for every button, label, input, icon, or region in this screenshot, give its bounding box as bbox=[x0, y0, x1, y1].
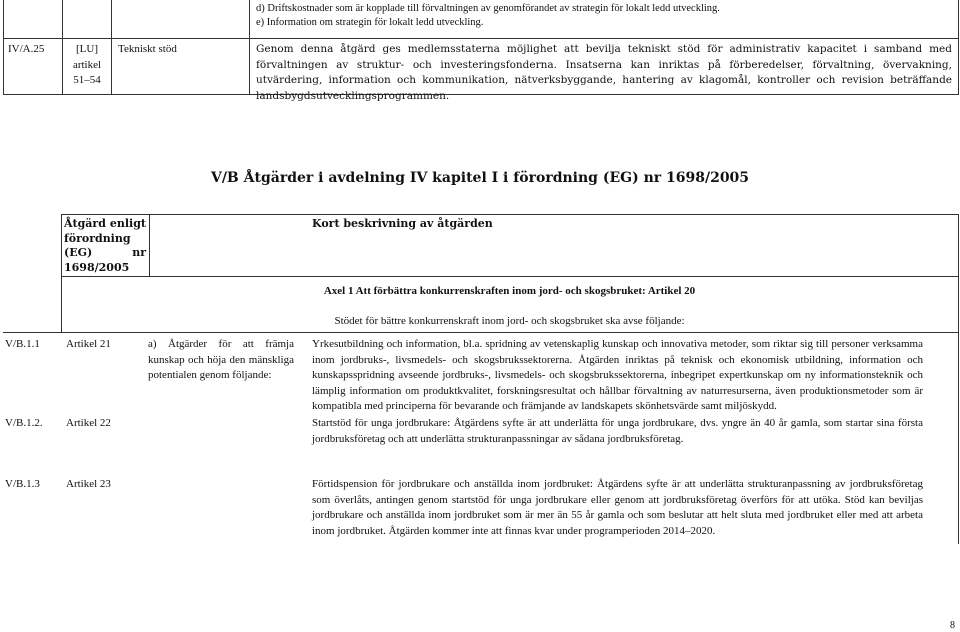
top-table-rule bbox=[3, 38, 959, 39]
legal-basis-line: artikel bbox=[72, 58, 102, 71]
continued-item-e: e) Information om strategin för lokalt ledd utveckling. bbox=[256, 17, 484, 28]
legal-basis bbox=[64, 42, 110, 89]
table-rule bbox=[149, 214, 150, 276]
legal-basis-line: 51–54 bbox=[73, 74, 101, 86]
row-measure: a) Åtgärder för att främja kunskap och höja den mänskliga potentialen genom följande: bbox=[148, 338, 294, 381]
row-code: V/B.1.3 bbox=[5, 478, 40, 490]
axis-title: Axel 1 Att förbättra konkurrenskraften inom jord- och skogsbruket: Artikel 20 bbox=[323, 285, 696, 297]
top-table-rule bbox=[958, 0, 959, 95]
measure-name: Tekniskt stöd bbox=[118, 43, 177, 55]
table-rule bbox=[61, 214, 958, 215]
row-code: V/B.1.2. bbox=[5, 417, 43, 429]
top-table-rule bbox=[249, 0, 250, 95]
row-description: Förtidspension för jordbrukare och anställda inom jordbruket: Åtgärdens syfte är att underlätta strukturanpassning av jordbruksföretag som överlåts, antingen genom startstöd för unga jordbrukare eller genom att jordbruksföretag överförs för att utöka. Stöd kan beviljas jordbrukare och anställda inom jordbruket som är mer än 55 år gamla och som beslutar att helt sluta med jordbruket eller med att arbeta inom jordbruket. Åtgärden kommer inte att finnas kvar under programperioden 2014–2020. bbox=[312, 478, 923, 537]
row-article: Artikel 23 bbox=[66, 478, 111, 490]
legal-basis-line: [LU] bbox=[76, 43, 98, 55]
row-description: Yrkesutbildning och information, bl.a. spridning av vetenskaplig kunskap och innovativa metoder, som riktar sig till personer verksamma inom jordbruks-, livsmedels- och skogsbrukssektorerna. Åtgärden inriktas på teknisk och ekonomisk utbildning, information och kunskapsspridning avseende jordbruks-, livsmedels- och skogsbrukssektorerna, inbegripet expertkunskap om ny informationsteknik och lämplig information om produktkvalitet, forskningsresultat och hållbar förvaltning av naturresurserna, även produktionsmetoder som är kompatibla med principerna för bevarande och främjande av landskapets skönhetsvärde samt miljöskydd. bbox=[312, 338, 923, 412]
section-heading: V/B Åtgärder i avdelning IV kapitel I i förordning (EG) nr 1698/2005 bbox=[210, 170, 750, 186]
measure-code: IV/A.25 bbox=[8, 43, 45, 55]
page-number: 8 bbox=[950, 620, 955, 631]
table-rule bbox=[61, 276, 958, 277]
measure-description: Genom denna åtgärd ges medlemsstaterna möjlighet att bevilja tekniskt stöd för administrativ kapacitet i samband med förvaltningen av struktur- och investeringsfonderna. Insatserna kan inriktas på förberedelser, förvaltning, övervakning, utvärdering, information och kommunikation, nätverksbyggande, hantering av klagomål, kontroller och revision beträffande landsbygdsutvecklingsprogrammen. bbox=[256, 43, 952, 102]
row-description: Startstöd för unga jordbrukare: Åtgärdens syfte är att underlätta för unga jordbrukare, dvs. yngre än 40 år gamla, som startar sina första jordbruksföretag och att underlätta strukturanpassningar av sådana jordbruksföretag. bbox=[312, 417, 923, 445]
header-measure-regulation: Åtgärd enligt förordning (EG) nr 1698/2005 bbox=[64, 217, 146, 274]
row-article: Artikel 21 bbox=[66, 338, 111, 350]
header-short-description: Kort beskrivning av åtgärden bbox=[312, 217, 493, 230]
continued-item-d: d) Driftskostnader som är kopplade till förvaltningen av genomförandet av strategin för lokalt ledd utveckling. bbox=[256, 3, 720, 14]
top-table-rule bbox=[62, 0, 63, 95]
row-code: V/B.1.1 bbox=[5, 338, 40, 350]
axis-subtitle: Stödet för bättre konkurrenskraft inom jord- och skogsbruket ska avse följande: bbox=[334, 315, 685, 327]
row-article: Artikel 22 bbox=[66, 417, 111, 429]
top-table-rule bbox=[3, 0, 4, 95]
table-rule bbox=[958, 214, 959, 544]
top-table-rule bbox=[111, 0, 112, 95]
table-rule bbox=[3, 332, 958, 333]
